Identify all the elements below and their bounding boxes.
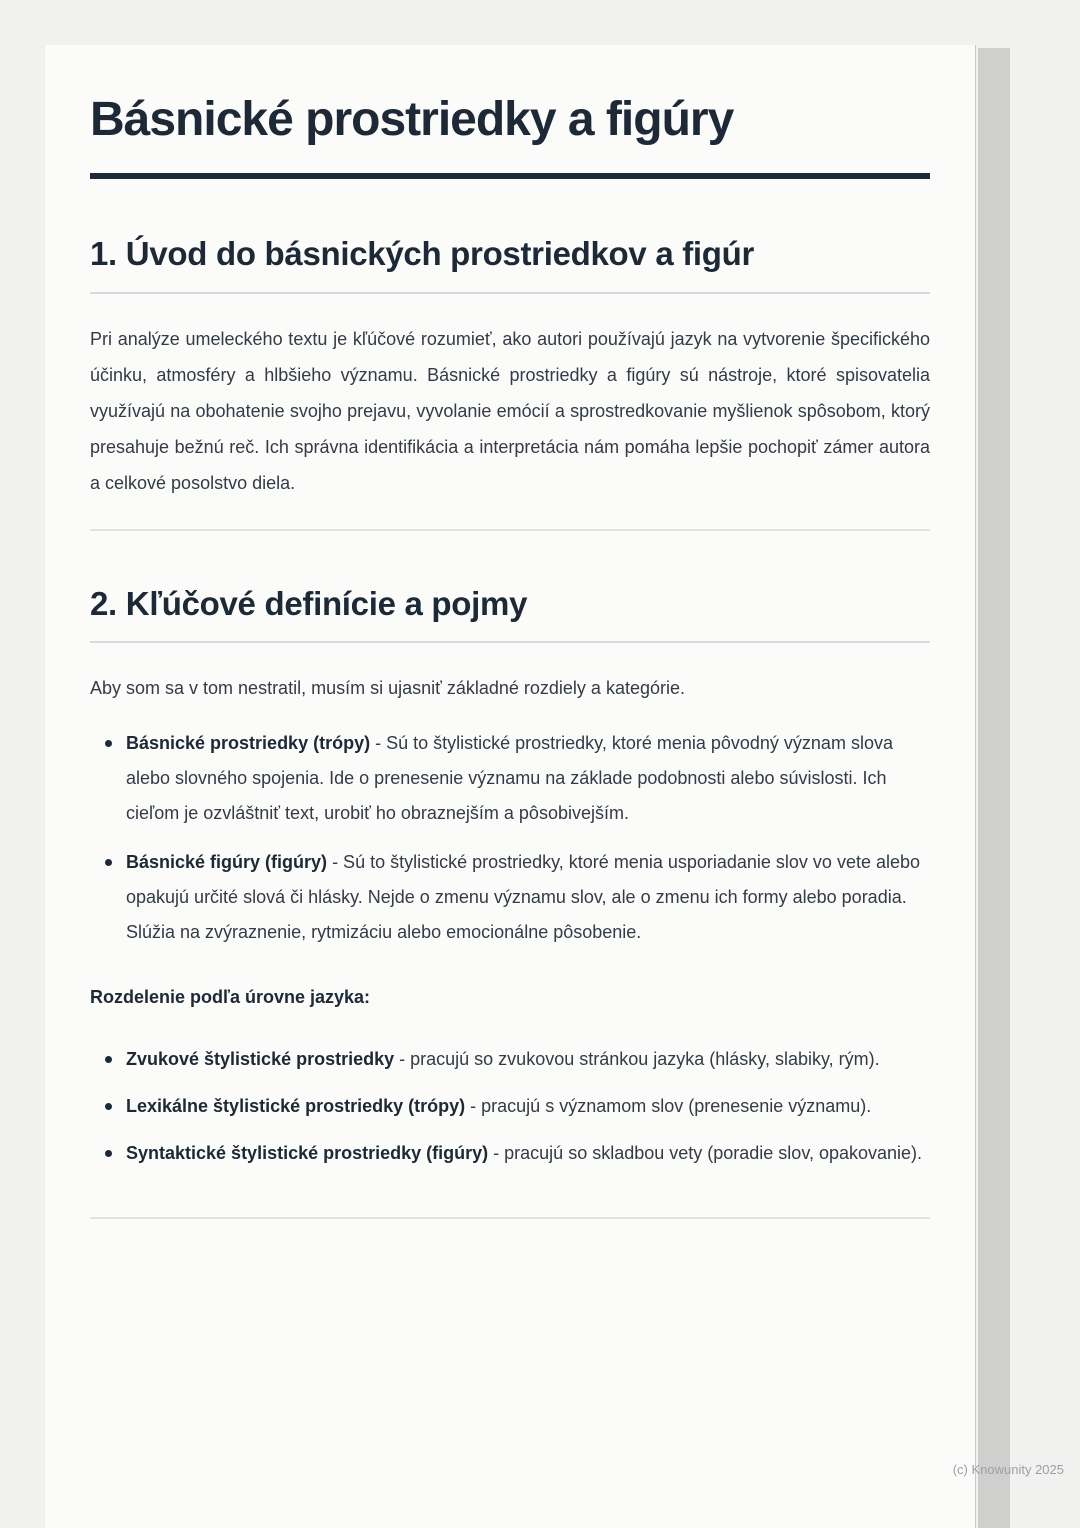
section-1-heading-rule: [90, 292, 930, 294]
definition-text: - Sú to štylistické prostriedky, ktoré menia usporiadanie slov vo vete alebo opakujú určité slová či hlásky. Nejde o zmenu významu slov, ale o zmenu ich formy alebo poradia. Slúžia na zvýraznenie, rytmizáciu alebo emocionálne pôsobenie.: [126, 852, 921, 943]
page-content: [45, 45, 975, 1219]
level-term: Syntaktické štylistické prostriedky (figúry): [126, 1143, 489, 1164]
list-item: [126, 1042, 930, 1077]
level-term: Zvukové štylistické prostriedky: [126, 1049, 395, 1070]
levels-subheading: Rozdelenie podľa úrovne jazyka:: [90, 987, 371, 1008]
section-introduction: [90, 231, 930, 501]
section-divider: [90, 529, 930, 531]
document-title: Básnické prostriedky a figúry: [90, 93, 734, 146]
document-page: [45, 45, 975, 1528]
section-1-paragraph: Pri analýze umeleckého textu je kľúčové rozumieť, ako autori používajú jazyk na vytvorenie špecifického účinku, atmosféry a hlbšieho významu. Básnické prostriedky a figúry sú nástroje, ktoré spisovatelia využívajú na obohatenie svojho prejavu, vyvolanie emócií a sprostredkovanie myšlienok spôsobom, ktorý presahuje bežnú reč. Ich správna identifikácia a interpretácia nám pomáha lepšie pochopiť zámer autora a celkové posolstvo diela.: [90, 328, 930, 493]
section-1-heading: 1. Úvod do básnických prostriedkov a figúr: [90, 234, 755, 272]
definitions-list: [90, 726, 930, 950]
section-2-heading-rule: [90, 641, 930, 643]
list-item: [126, 726, 930, 831]
section-2-intro: Aby som sa v tom nestratil, musím si ujasniť základné rozdiely a kategórie.: [90, 678, 685, 699]
level-text: - pracujú s významom slov (prenesenie významu).: [470, 1096, 872, 1117]
section-2-heading: 2. Kľúčové definície a pojmy: [90, 584, 528, 622]
definition-term: Básnické figúry (figúry): [126, 852, 328, 873]
copyright-footer: (c) Knowunity 2025: [952, 1462, 1064, 1477]
title-rule: [90, 173, 930, 179]
section-definitions: [90, 581, 930, 1172]
list-item: [126, 1089, 930, 1124]
definition-term: Básnické prostriedky (trópy): [126, 733, 371, 754]
levels-list: [90, 1042, 930, 1171]
definition-text: - Sú to štylistické prostriedky, ktoré menia pôvodný význam slova alebo slovného spojenia. Ide o prenesenie významu na základe podobnosti alebo súvislosti. Ich cieľom je ozvláštniť text, urobiť ho obraznejším a pôsobivejším.: [126, 733, 893, 824]
page-edge-line: [975, 45, 976, 1528]
list-item: [126, 1136, 930, 1171]
level-text: - pracujú so skladbou vety (poradie slov, opakovanie).: [493, 1143, 923, 1164]
bottom-divider: [90, 1217, 930, 1219]
scrollbar[interactable]: [978, 48, 1010, 1528]
list-item: [126, 845, 930, 950]
level-text: - pracujú so zvukovou stránkou jazyka (hlásky, slabiky, rým).: [399, 1049, 880, 1070]
level-term: Lexikálne štylistické prostriedky (trópy): [126, 1096, 466, 1117]
